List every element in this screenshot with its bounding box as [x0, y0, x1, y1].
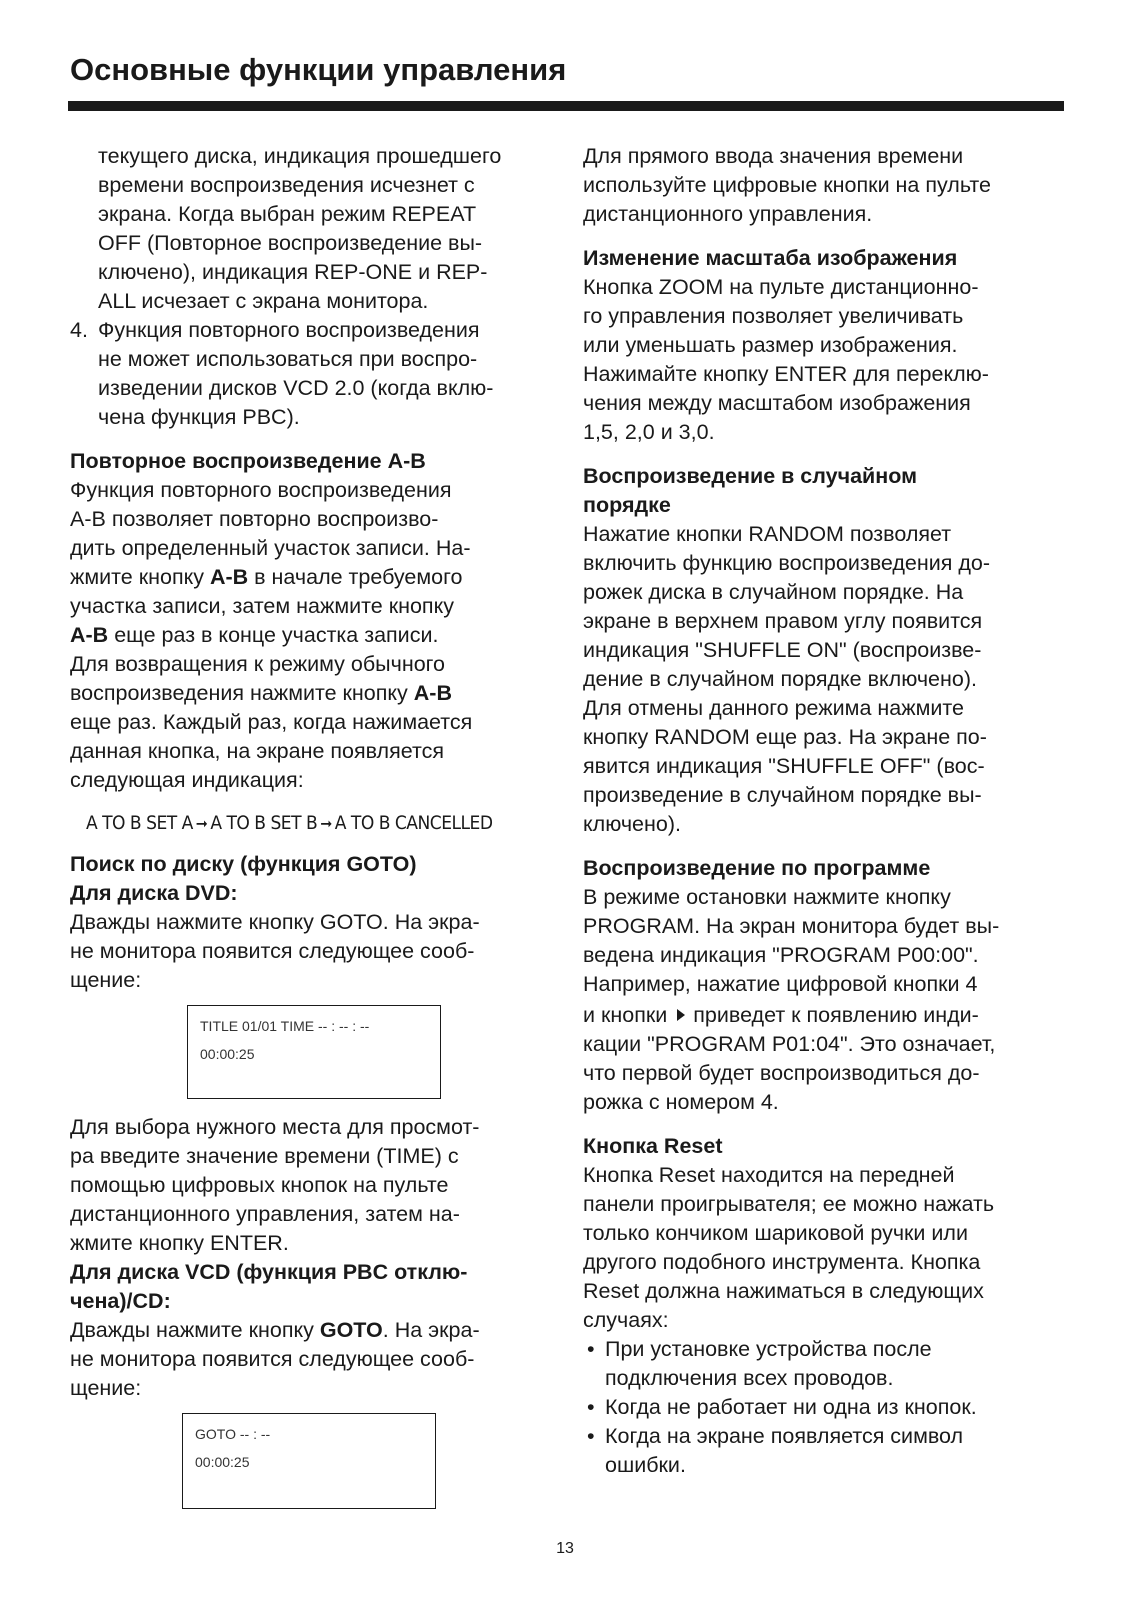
key-ab: A-B — [209, 565, 249, 589]
seq-step-3: A TO B CANCELLED — [334, 812, 493, 834]
page-number: 13 — [556, 1540, 574, 1557]
list-item-4 — [70, 316, 550, 432]
page-title: Основные функции управления — [70, 52, 567, 87]
text-line: Нажимайте кнопку ENTER для переклю- — [583, 362, 989, 386]
text-line: текущего диска, индикация прошедшего — [98, 144, 502, 168]
text-line: Когда на экране появляется символ — [605, 1424, 964, 1448]
text-line: Для возвращения к режиму обычного — [70, 652, 445, 676]
text-line: не монитора появится следующее сооб- — [70, 1347, 475, 1371]
section-heading-reset: Кнопка Reset — [583, 1134, 723, 1158]
text-line — [70, 621, 550, 650]
text-line: Нажатие кнопки RANDOM позволяет — [583, 522, 952, 546]
subheading-vcd: Для диска VCD (функция PBC отклю- — [70, 1260, 468, 1284]
osd-line: GOTO -- : -- — [195, 1426, 271, 1442]
text-line: Кнопка ZOOM на пульте дистанционно- — [583, 275, 979, 299]
seq-step-2: A TO B SET B — [210, 812, 318, 834]
right-column — [583, 142, 1069, 1480]
text-line: экране в верхнем правом углу появится — [583, 609, 983, 633]
key-goto: GOTO — [319, 1318, 383, 1342]
text-line: участка записи, затем нажмите кнопку — [70, 594, 454, 618]
play-icon — [677, 1009, 685, 1021]
text-line: Кнопка Reset находится на передней — [583, 1163, 955, 1187]
text-line: только кончиком шариковой ручки или — [583, 1221, 968, 1245]
title-rule — [68, 101, 1064, 111]
osd-box-dvd — [187, 1005, 441, 1099]
seq-step-1: A TO B SET A — [86, 812, 193, 834]
bullet-icon: • — [587, 1424, 595, 1448]
text-line: кации "PROGRAM P01:04". Это означает, — [583, 1032, 996, 1056]
left-column — [70, 142, 550, 1509]
text-line: или уменьшать размер изображения. — [583, 333, 958, 357]
text-line: времени воспроизведения исчезнет с — [98, 173, 475, 197]
text-line: жмите кнопку ENTER. — [70, 1231, 289, 1255]
text-line: щение: — [70, 1376, 142, 1400]
text-line: не монитора появится следующее сооб- — [70, 939, 475, 963]
text-line: что первой будет воспроизводиться до- — [583, 1061, 980, 1085]
text-line: ошибки. — [605, 1453, 686, 1477]
osd-line: TITLE 01/01 TIME -- : -- : -- — [200, 1018, 370, 1034]
osd-box-vcd — [182, 1413, 436, 1509]
text-line: Например, нажатие цифровой кнопки 4 — [583, 972, 978, 996]
text-line: Для прямого ввода значения времени — [583, 144, 964, 168]
text-line: еще раз. Каждый раз, когда нажимается — [70, 710, 473, 734]
text-line: рожек диска в случайном порядке. На — [583, 580, 964, 604]
text-line: дение в случайном порядке включено). — [583, 667, 977, 691]
text-span: . На экра- — [382, 1318, 480, 1342]
ab-indication-sequence — [70, 809, 550, 838]
text-line: Reset должна нажиматься в следующих — [583, 1279, 984, 1303]
key-ab: A-B — [413, 681, 452, 705]
text-line: го управления позволяет увеличивать — [583, 304, 964, 328]
text-line: В режиме остановки нажмите кнопку — [583, 885, 951, 909]
section-heading-program: Воспроизведение по программе — [583, 856, 931, 880]
bullet-item — [583, 1335, 1069, 1393]
text-span: воспроизведения нажмите кнопку — [70, 681, 414, 705]
text-line: рожка с номером 4. — [583, 1090, 779, 1114]
text-line: PROGRAM. На экран монитора будет вы- — [583, 914, 1000, 938]
text-line: дить определенный участок записи. На- — [70, 536, 471, 560]
text-line: Функция повторного воспроизведения — [70, 478, 452, 502]
osd-line: 00:00:25 — [195, 1454, 250, 1470]
text-line: индикация "SHUFFLE ON" (воспроизве- — [583, 638, 982, 662]
text-line: ключено). — [583, 812, 681, 836]
spacer — [583, 447, 1069, 462]
text-line: A-B позволяет повторно воспроизво- — [70, 507, 439, 531]
text-line — [70, 563, 550, 592]
spacer — [583, 839, 1069, 854]
text-line: изведении дисков VCD 2.0 (когда вклю- — [98, 376, 494, 400]
text-line: подключения всех проводов. — [605, 1366, 894, 1390]
text-line: экрана. Когда выбран режим REPEAT — [98, 202, 477, 226]
bullet-item — [583, 1393, 1069, 1422]
text-line: включить функцию воспроизведения до- — [583, 551, 991, 575]
text-line: OFF (Повторное воспроизведение вы- — [98, 231, 483, 255]
text-line: ведена индикация "PROGRAM P00:00". — [583, 943, 979, 967]
bullet-icon: • — [587, 1395, 595, 1419]
text-line — [70, 1316, 550, 1345]
text-line — [583, 1001, 1069, 1030]
spacer — [583, 1117, 1069, 1132]
text-line: панели проигрывателя; ее можно нажать — [583, 1192, 995, 1216]
osd-line: 00:00:25 — [200, 1046, 255, 1062]
spacer — [583, 229, 1069, 244]
text-line: дистанционного управления. — [583, 202, 873, 226]
text-line: Функция повторного воспроизведения — [98, 318, 480, 342]
bullet-item — [583, 1422, 1069, 1480]
section-heading-random: Воспроизведение в случайном — [583, 464, 917, 488]
subheading-dvd: Для диска DVD: — [70, 881, 238, 905]
section-heading-goto: Поиск по диску (функция GOTO) — [70, 852, 417, 876]
text-line: не может использоваться при воспро- — [98, 347, 478, 371]
text-line: Дважды нажмите кнопку GOTO. На экра- — [70, 910, 480, 934]
text-span: жмите кнопку — [70, 565, 210, 589]
subheading-vcd: чена)/CD: — [70, 1289, 171, 1313]
text-line: другого подобного инструмента. Кнопка — [583, 1250, 981, 1274]
text-line: произведение в случайном порядке вы- — [583, 783, 982, 807]
section-heading-random: порядке — [583, 493, 671, 517]
text-line: ALL исчезает с экрана монитора. — [98, 289, 429, 313]
text-line: явится индикация "SHUFFLE OFF" (вос- — [583, 754, 985, 778]
text-span: и кнопки — [583, 1003, 668, 1027]
text-span: приведет к появлению инди- — [693, 1003, 979, 1027]
bullet-icon: • — [587, 1337, 595, 1361]
text-line: Когда не работает ни одна из кнопок. — [605, 1395, 977, 1419]
arrow-right-icon: ➞ — [195, 814, 208, 833]
text-line: Для отмены данного режима нажмите — [583, 696, 964, 720]
text-span: Дважды нажмите кнопку — [70, 1318, 320, 1342]
key-ab: A-B — [70, 623, 109, 647]
continuation-text — [70, 142, 550, 316]
text-line: помощью цифровых кнопок на пульте — [70, 1173, 449, 1197]
text-line: дистанционного управления, затем на- — [70, 1202, 460, 1226]
text-line — [70, 679, 550, 708]
text-line: При установке устройства после — [605, 1337, 932, 1361]
spacer — [70, 432, 550, 447]
section-heading-zoom: Изменение масштаба изображения — [583, 246, 958, 270]
text-line: данная кнопка, на экране появляется — [70, 739, 444, 763]
text-line: ра введите значение времени (TIME) с — [70, 1144, 459, 1168]
text-line: чения между масштабом изображения — [583, 391, 971, 415]
text-line: следующая индикация: — [70, 768, 304, 792]
text-line: чена функция PBC). — [98, 405, 300, 429]
text-line: щение: — [70, 968, 142, 992]
text-span: в начале требуемого — [248, 565, 463, 589]
text-line: используйте цифровые кнопки на пульте — [583, 173, 991, 197]
text-line: 1,5, 2,0 и 3,0. — [583, 420, 715, 444]
arrow-right-icon: ➞ — [320, 814, 332, 833]
text-line: случаях: — [583, 1308, 669, 1332]
text-line: Для выбора нужного места для просмот- — [70, 1115, 480, 1139]
text-line: ключено), индикация REP-ONE и REP- — [98, 260, 488, 284]
list-number: 4. — [70, 318, 88, 342]
text-span: еще раз в конце участка записи. — [108, 623, 439, 647]
text-line: кнопку RANDOM еще раз. На экране по- — [583, 725, 987, 749]
section-heading-ab-repeat: Повторное воспроизведение A-B — [70, 449, 426, 473]
